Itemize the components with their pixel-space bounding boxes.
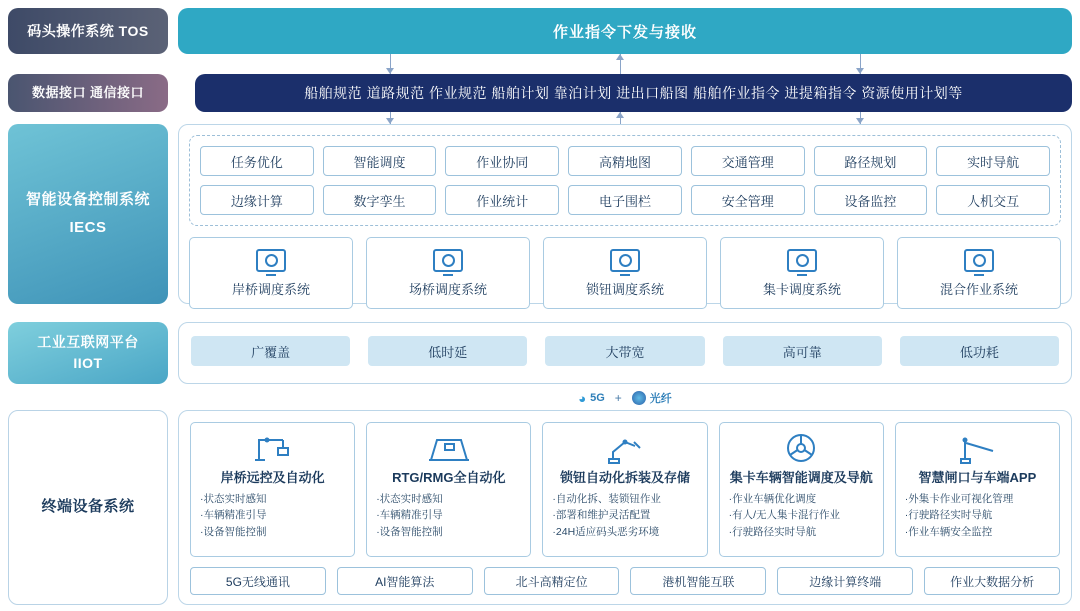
bullet: ·状态实时感知 <box>376 493 443 505</box>
system-card[interactable] <box>897 237 1061 309</box>
fiber-label: 光纤 <box>649 393 672 405</box>
iiot-feature-chip[interactable]: 大带宽 <box>545 336 704 366</box>
monitor-gear-icon <box>610 249 640 272</box>
terminal-card-bullets <box>729 491 874 540</box>
capability-chip[interactable]: 作业统计 <box>445 185 559 215</box>
layer-label-iiot-text: 工业互联网平台 <box>37 334 139 350</box>
technology-chip[interactable]: AI智能算法 <box>337 567 473 595</box>
monitor-gear-icon <box>964 249 994 272</box>
technology-chip[interactable]: 北斗高精定位 <box>484 567 620 595</box>
bullet: ·车辆精准引导 <box>376 509 443 522</box>
layer-label-tos <box>8 8 168 54</box>
wireless-5g-indicator <box>578 391 605 406</box>
monitor-gear-icon <box>433 249 463 272</box>
layer-label-iiot <box>8 322 168 384</box>
terminal-card[interactable] <box>190 422 355 557</box>
capability-chip[interactable]: 智能调度 <box>323 146 437 176</box>
system-card-label: 场桥调度系统 <box>408 281 487 297</box>
bullet: ·部署和维护灵活配置 <box>552 509 651 522</box>
monitor-gear-icon <box>256 249 286 272</box>
wireless-5g-label: 5G <box>590 392 605 404</box>
system-card[interactable] <box>543 237 707 309</box>
system-card-label: 岸桥调度系统 <box>231 281 310 297</box>
bullet: ·有人/无人集卡混行作业 <box>728 509 841 522</box>
terminal-card-bullets <box>200 491 345 540</box>
capability-chip[interactable]: 路径规划 <box>814 146 928 176</box>
terminal-card[interactable] <box>366 422 531 557</box>
terminal-card-title: 智慧闸口与车端APP <box>918 470 1037 485</box>
technology-chip[interactable]: 港机智能互联 <box>630 567 766 595</box>
terminal-card-title: 集卡车辆智能调度及导航 <box>729 470 873 485</box>
technology-chip[interactable]: 作业大数据分析 <box>924 567 1060 595</box>
bullet: ·外集卡作业可视化管理 <box>904 493 1014 505</box>
iiot-feature-chip[interactable]: 高可靠 <box>723 336 882 366</box>
capability-chip[interactable]: 电子围栏 <box>568 185 682 215</box>
layer-label-iiot-abbr: IIOT <box>73 355 103 371</box>
bullet: ·行驶路径实时导航 <box>728 525 817 538</box>
terminal-card[interactable] <box>719 422 884 557</box>
system-card[interactable] <box>366 237 530 309</box>
layer-label-iecs-abbr: IECS <box>69 219 107 236</box>
bullet: ·作业车辆安全监控 <box>904 525 993 538</box>
terminal-card-title: 锁钮自动化拆装及存储 <box>559 470 690 485</box>
layer-label-data-interface <box>8 74 168 112</box>
bullet: ·状态实时感知 <box>200 493 267 505</box>
steering-wheel-icon <box>784 431 818 465</box>
capability-chip[interactable]: 任务优化 <box>200 146 314 176</box>
capability-chip[interactable]: 安全管理 <box>691 185 805 215</box>
network-link-strip <box>178 386 1072 410</box>
layer-label-iecs <box>8 124 168 304</box>
capability-chip[interactable]: 人机交互 <box>936 185 1050 215</box>
iecs-system-grid <box>189 237 1061 309</box>
tos-command-bar-text: 作业指令下发与接收 <box>552 23 697 41</box>
iecs-panel <box>178 124 1072 304</box>
wifi-icon: ◕ <box>578 390 587 406</box>
bullet: ·作业车辆优化调度 <box>728 493 817 505</box>
layer-label-iecs-text: 智能设备控制系统 <box>25 190 150 208</box>
crane-icon <box>253 431 293 465</box>
iiot-panel <box>178 322 1072 384</box>
system-card[interactable] <box>189 237 353 309</box>
capability-chip[interactable]: 边缘计算 <box>200 185 314 215</box>
capability-chip[interactable]: 数字孪生 <box>323 185 437 215</box>
gantry-icon <box>427 431 471 465</box>
iecs-capability-group <box>189 135 1061 226</box>
gate-barrier-icon <box>957 431 997 465</box>
technology-chip[interactable]: 边缘计算终端 <box>777 567 913 595</box>
capability-chip[interactable]: 高精地图 <box>568 146 682 176</box>
bullet: ·自动化拆、装锁钮作业 <box>552 493 661 505</box>
terminal-card-title: 岸桥远控及自动化 <box>220 470 325 485</box>
capability-chip[interactable]: 交通管理 <box>691 146 805 176</box>
layer-label-terminal-text: 终端设备系统 <box>41 498 135 516</box>
iiot-feature-chip[interactable]: 低功耗 <box>900 336 1059 366</box>
plus-symbol: + <box>614 391 622 405</box>
system-card[interactable] <box>720 237 884 309</box>
bullet: ·车辆精准引导 <box>200 509 267 522</box>
data-interface-bar-text: 船舶规范 道路规范 作业规范 船舶计划 靠泊计划 进出口船图 船舶作业指令 进提箱指令 资源使用计划等 <box>304 85 963 101</box>
bullet: ·设备智能控制 <box>200 525 267 538</box>
terminal-card-title: RTG/RMG全自动化 <box>392 470 506 485</box>
layer-label-tos-text: 码头操作系统 TOS <box>27 22 149 39</box>
system-card-label: 集卡调度系统 <box>762 281 841 297</box>
bullet: ·24H适应码头恶劣环境 <box>552 525 660 538</box>
layer-label-data-interface-text: 数据接口 通信接口 <box>31 85 145 101</box>
terminal-panel <box>178 410 1072 605</box>
connector-arrow-up-2-head <box>616 112 624 118</box>
robot-arm-icon <box>605 431 645 465</box>
capability-chip[interactable]: 作业协同 <box>445 146 559 176</box>
bullet: ·设备智能控制 <box>376 525 443 538</box>
iiot-feature-grid <box>191 336 1059 366</box>
data-interface-bar <box>195 74 1072 112</box>
terminal-technology-grid <box>190 567 1060 595</box>
iiot-feature-chip[interactable]: 广覆盖 <box>191 336 350 366</box>
bullet: ·行驶路径实时导航 <box>904 509 993 522</box>
capability-chip[interactable]: 设备监控 <box>814 185 928 215</box>
technology-chip[interactable]: 5G无线通讯 <box>190 567 326 595</box>
iiot-feature-chip[interactable]: 低时延 <box>368 336 527 366</box>
terminal-card[interactable] <box>542 422 707 557</box>
capability-chip[interactable]: 实时导航 <box>936 146 1050 176</box>
iecs-capability-grid <box>200 146 1050 215</box>
layer-label-terminal <box>8 410 168 605</box>
system-card-label: 混合作业系统 <box>939 281 1018 297</box>
monitor-gear-icon <box>787 249 817 272</box>
terminal-card-grid <box>190 422 1060 557</box>
terminal-card-bullets <box>552 491 697 540</box>
tos-command-bar <box>178 8 1072 54</box>
fiber-indicator <box>632 390 672 406</box>
terminal-card-bullets <box>376 491 521 540</box>
system-card-label: 锁钮调度系统 <box>585 281 664 297</box>
terminal-card[interactable] <box>895 422 1060 557</box>
connector-arrow-up-head <box>616 54 624 60</box>
fiber-icon <box>632 391 646 405</box>
terminal-card-bullets <box>905 491 1050 540</box>
